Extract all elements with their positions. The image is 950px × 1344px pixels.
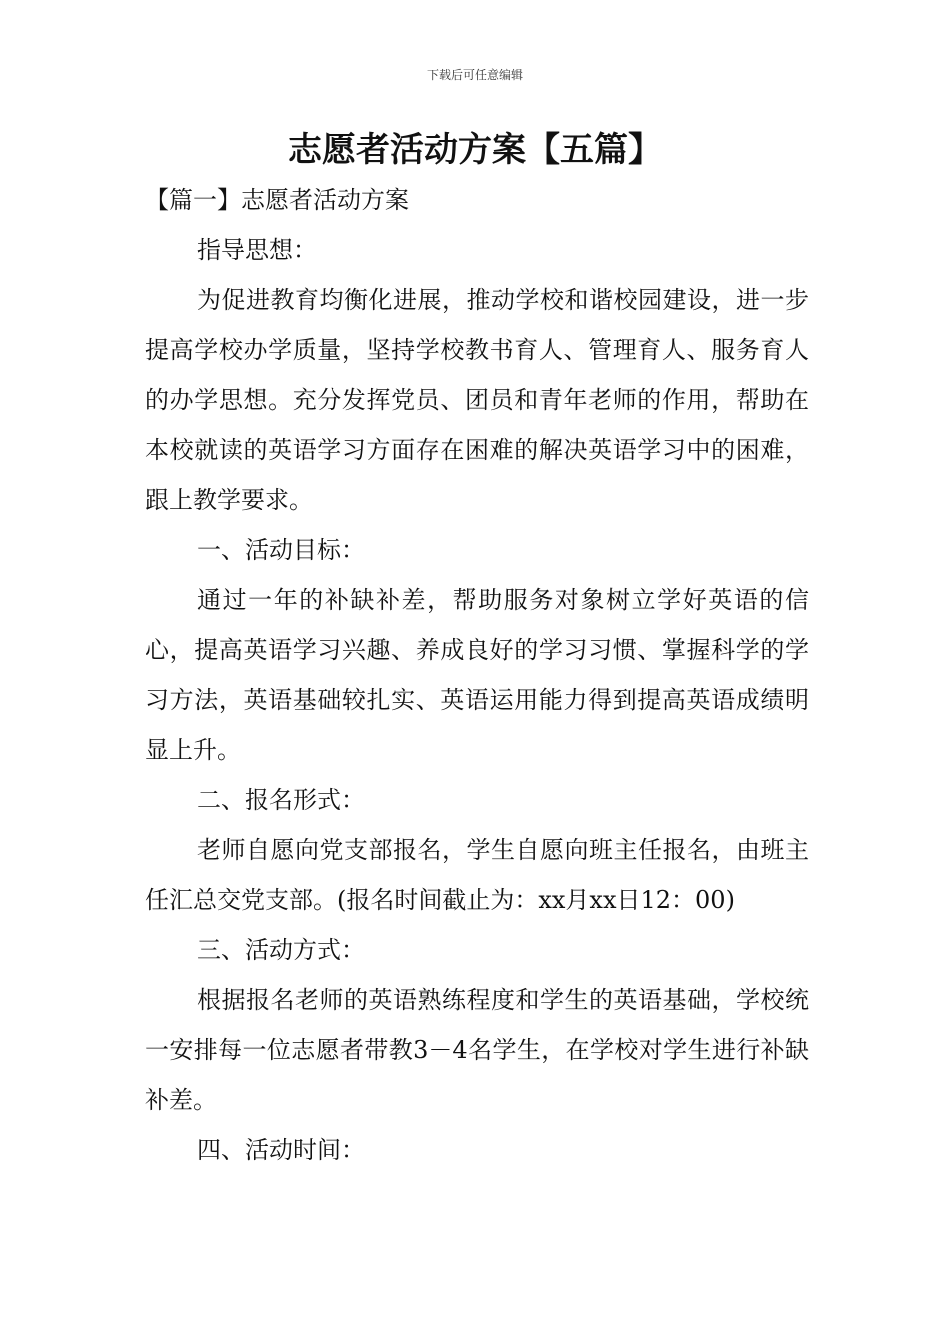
subheading-activity-time: 四、活动时间： bbox=[197, 1136, 365, 1164]
paragraph-registration-form: 老师自愿向党支部报名，学生自愿向班主任报名，由班主任汇总交党支部。(报名时间截止为：xx月xx日12：00) bbox=[145, 836, 809, 914]
subheading-guiding-thought: 指导思想： bbox=[197, 236, 317, 264]
document-body bbox=[145, 175, 809, 1175]
header-note: 下载后可任意编辑 bbox=[426, 68, 523, 82]
subheading-activity-goal: 一、活动目标： bbox=[197, 536, 365, 564]
paragraph-activity-method: 根据报名老师的英语熟练程度和学生的英语基础，学校统一安排每一位志愿者带教3－4名学生，在学校对学生进行补缺补差。 bbox=[145, 986, 809, 1114]
chapter-heading: 【篇一】志愿者活动方案 bbox=[145, 186, 409, 214]
subheading-registration-form: 二、报名形式： bbox=[197, 786, 365, 814]
paragraph-activity-goal: 通过一年的补缺补差，帮助服务对象树立学好英语的信心，提高英语学习兴趣、养成良好的学习习惯、掌握科学的学习方法，英语基础较扎实、英语运用能力得到提高英语成绩明显上升。 bbox=[145, 586, 809, 764]
paragraph-guiding-thought: 为促进教育均衡化进展，推动学校和谐校园建设，进一步提高学校办学质量，坚持学校教书育人、管理育人、服务育人的办学思想。充分发挥党员、团员和青年老师的作用，帮助在本校就读的英语学习方面存在困难的解决英语学习中的困难，跟上教学要求。 bbox=[145, 286, 809, 514]
document-title: 志愿者活动方案【五篇】 bbox=[288, 130, 662, 170]
subheading-activity-method: 三、活动方式： bbox=[197, 936, 365, 964]
